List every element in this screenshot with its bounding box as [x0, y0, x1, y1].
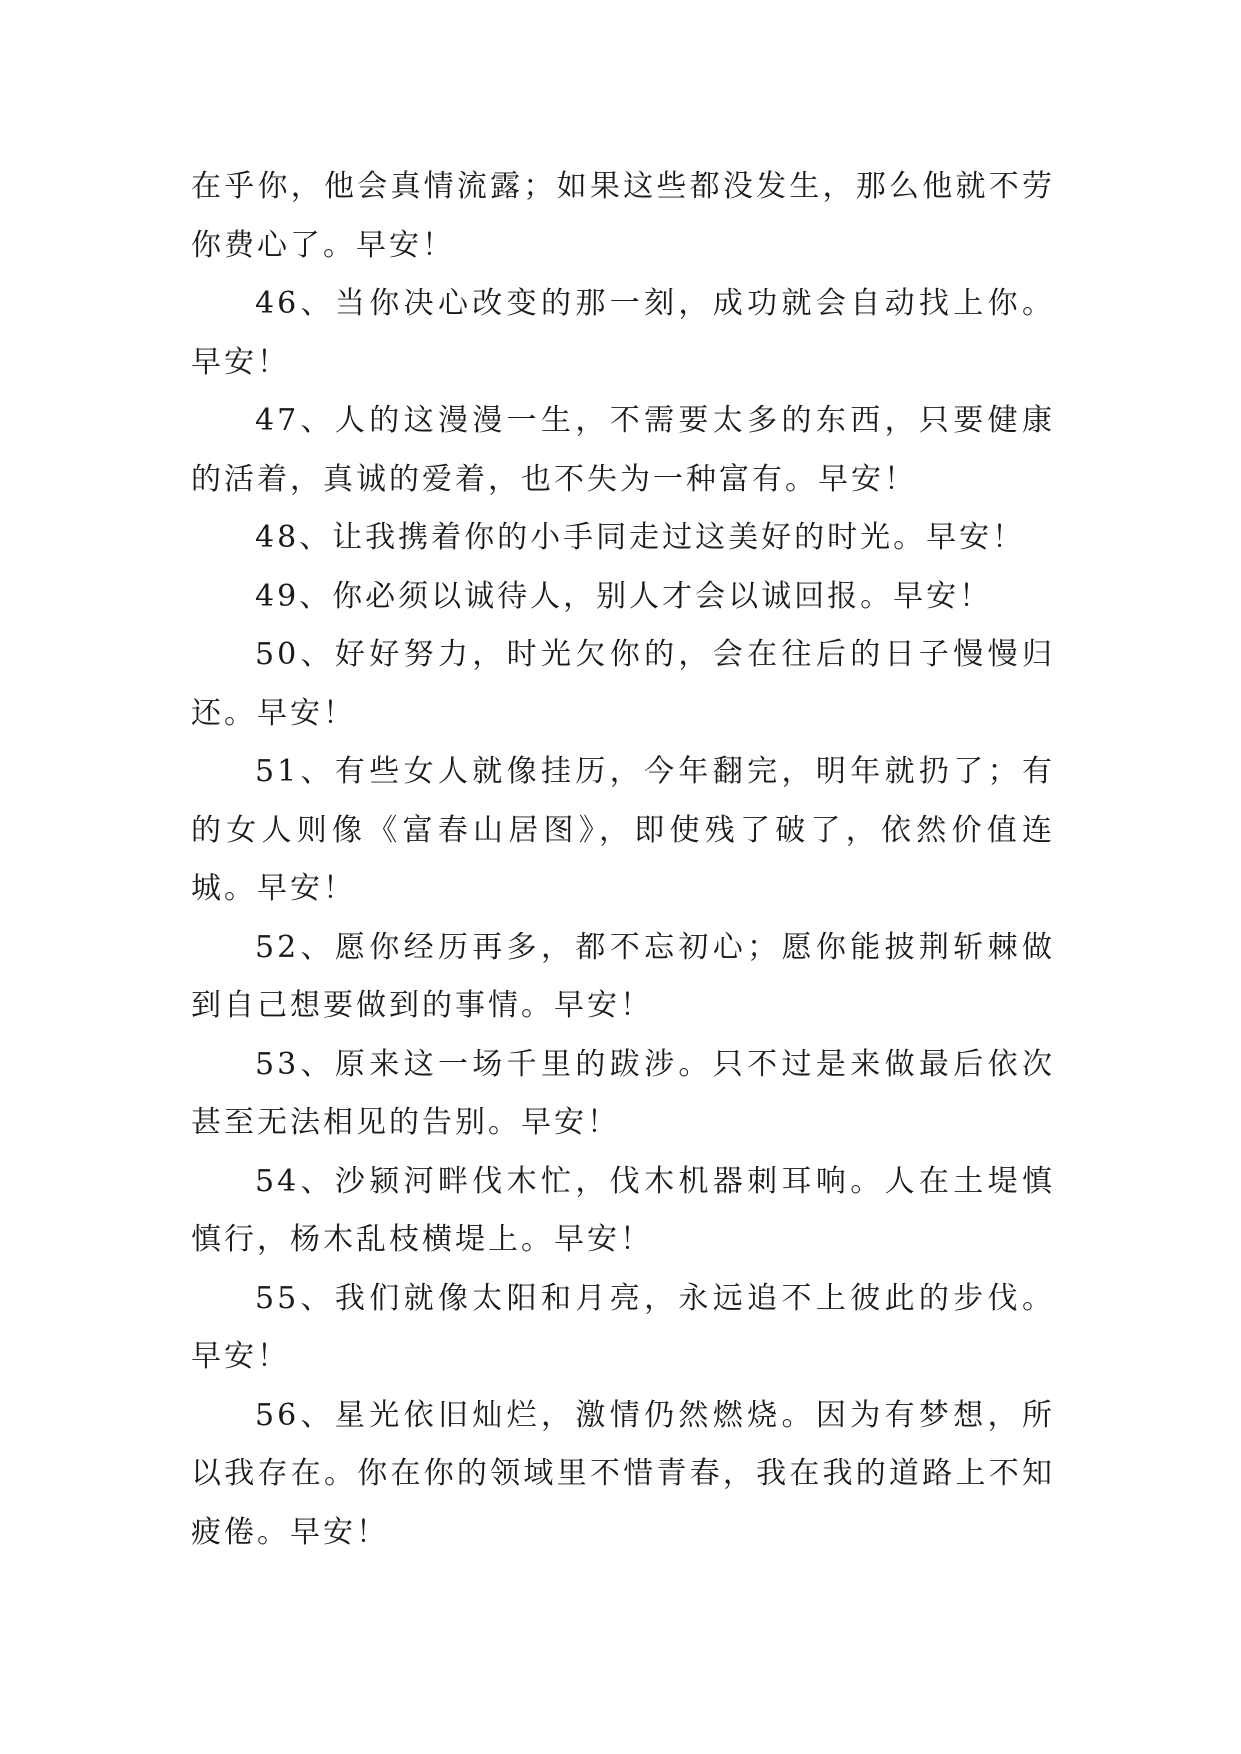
paragraph-item-56: 56、星光依旧灿烂，激情仍然燃烧。因为有梦想，所以我存在。你在你的领域里不惜青春，我在我的道路上不知疲倦。早安！ [191, 1397, 1055, 1550]
paragraph-continuation: 在乎你，他会真情流露；如果这些都没发生，那么他就不劳你费心了。早安！ [191, 169, 1055, 263]
paragraph-item-52: 52、愿你经历再多，都不忘初心；愿你能披荆斩棘做到自己想要做到的事情。早安！ [191, 929, 1055, 1023]
paragraph-item-50: 50、好好努力，时光欠你的，会在往后的日子慢慢归还。早安！ [191, 637, 1055, 731]
paragraph-item-46: 46、当你决心改变的那一刻，成功就会自动找上你。早安！ [191, 286, 1055, 380]
paragraph-item-48: 48、让我携着你的小手同走过这美好的时光。早安！ [255, 520, 1026, 555]
paragraph-item-53: 53、原来这一场千里的跋涉。只不过是来做最后依次甚至无法相见的告别。早安！ [191, 1046, 1055, 1140]
paragraph-item-49: 49、你必须以诚待人，别人才会以诚回报。早安！ [255, 578, 993, 614]
paragraph-item-51: 51、有些女人就像挂历，今年翻完，明年就扔了；有的女人则像《富春山居图》，即使残了破了，依然价值连城。早安！ [191, 754, 1055, 906]
paragraph-item-47: 47、人的这漫漫一生，不需要太多的东西，只要健康的活着，真诚的爱着，也不失为一种富有。早安！ [191, 403, 1055, 497]
paragraph-item-54: 54、沙颍河畔伐木忙，伐木机器刺耳响。人在土堤慎慎行，杨木乱枝横堤上。早安！ [191, 1163, 1055, 1257]
document-body [191, 158, 1055, 1562]
paragraph-item-55: 55、我们就像太阳和月亮，永远追不上彼此的步伐。早安！ [191, 1280, 1055, 1374]
